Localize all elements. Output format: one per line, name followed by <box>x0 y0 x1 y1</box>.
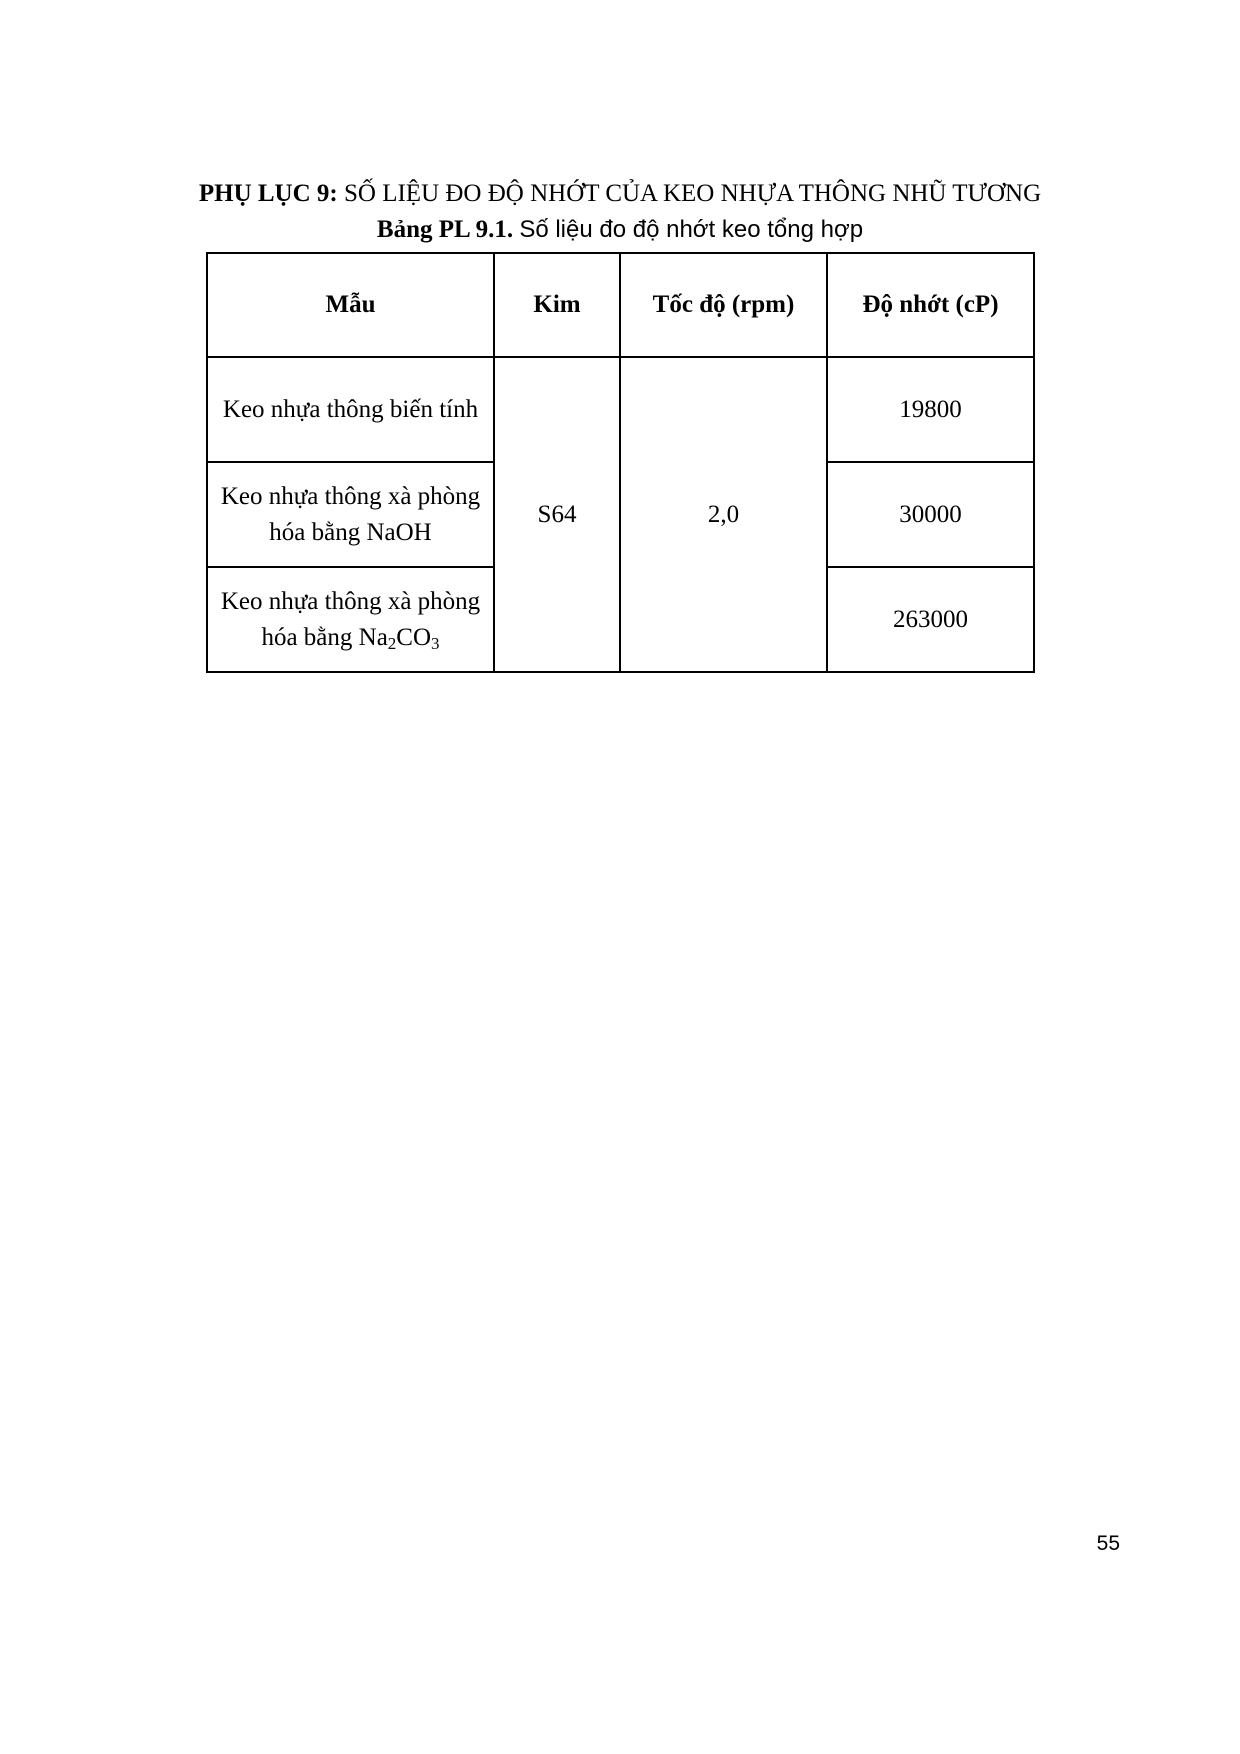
viscosity-table <box>206 252 1035 673</box>
header-viscosity: Độ nhớt (cP) <box>827 253 1034 357</box>
appendix-heading-text: SỐ LIỆU ĐO ĐỘ NHỚT CỦA KEO NHỰA THÔNG NHŨ TƯƠNG <box>344 180 1042 207</box>
cell-sample-formula <box>261 624 439 651</box>
header-needle: Kim <box>494 253 620 357</box>
cell-sample <box>207 462 494 567</box>
header-sample: Mẫu <box>207 253 494 357</box>
cell-sample-line: hóa bằng NaOH <box>269 518 432 546</box>
header-speed: Tốc độ (rpm) <box>620 253 827 357</box>
cell-viscosity: 263000 <box>827 567 1034 672</box>
cell-needle: S64 <box>494 357 620 672</box>
table-caption <box>0 216 1240 244</box>
formula-mid: CO <box>396 623 432 651</box>
table-header-row <box>207 253 1034 357</box>
cell-speed: 2,0 <box>620 357 827 672</box>
appendix-heading-lead: PHỤ LỤC 9: <box>198 180 338 207</box>
formula-prefix: hóa bằng Na <box>261 623 388 651</box>
cell-viscosity: 30000 <box>827 462 1034 567</box>
cell-sample: Keo nhựa thông biến tính <box>207 357 494 462</box>
table-caption-text: Số liệu đo độ nhớt keo tổng hợp <box>519 216 864 243</box>
cell-sample-line: Keo nhựa thông xà phòng <box>220 482 481 510</box>
cell-sample <box>207 567 494 672</box>
table-caption-label: Bảng PL 9.1. <box>376 216 514 243</box>
appendix-heading <box>0 180 1240 208</box>
table-row <box>207 357 1034 462</box>
page-number: 55 <box>1096 1532 1120 1555</box>
cell-sample-line: Keo nhựa thông xà phòng <box>220 587 481 615</box>
cell-viscosity: 19800 <box>827 357 1034 462</box>
formula-subscript: 3 <box>431 633 440 653</box>
formula-subscript: 2 <box>387 633 397 653</box>
